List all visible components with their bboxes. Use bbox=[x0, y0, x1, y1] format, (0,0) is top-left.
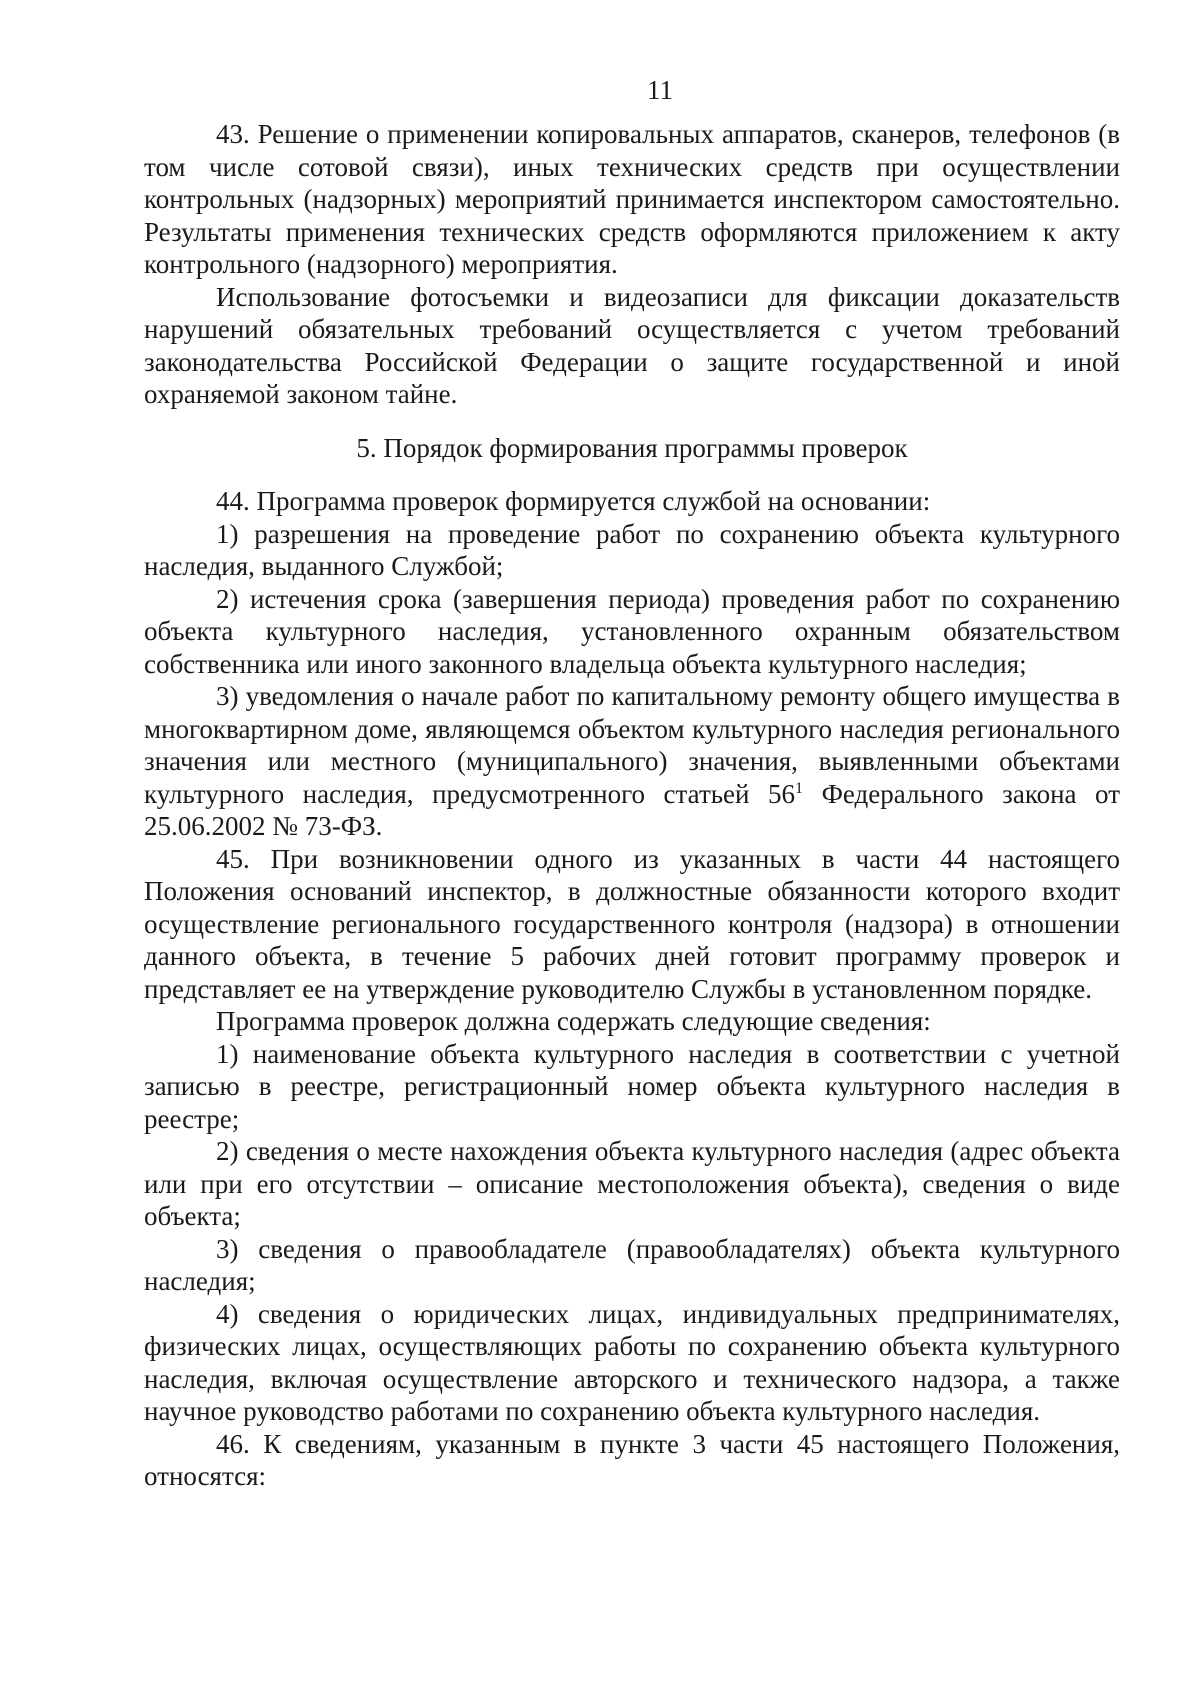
paragraph-44: 44. Программа проверок формируется службой на основании: bbox=[216, 486, 931, 516]
paragraph-45-item-3: 3) сведения о правообладателе (правообладателях) объекта культурного наследия; bbox=[144, 1233, 1120, 1296]
paragraph-44-item-2: 2) истечения срока (завершения периода) проведения работ по сохранению объекта культурного наследия, установленного охранным обязательством собственника или иного законного владельца объекта культурного наследия; bbox=[144, 583, 1120, 679]
paragraph-43-photo: Использование фотосъемки и видеозаписи для фиксации доказательств нарушений обязательных требований осуществляется с учетом требований законодательства Российской Федерации о защите государственной и иной охраняемой законом тайне. bbox=[144, 281, 1120, 409]
paragraph-43: 43. Решение о применении копировальных аппаратов, сканеров, телефонов (в том числе сотовой связи), иных технических средств при осуществлении контрольных (надзорных) мероприятий принимается инспектором самостоятельно. Результаты применения технических средств оформляются приложением к акту контрольного (надзорного) мероприятия. bbox=[144, 119, 1120, 279]
paragraph-45-item-1: 1) наименование объекта культурного наследия в соответствии с учетной записью в реестре, регистрационный номер объекта культурного наследия в реестре; bbox=[144, 1038, 1120, 1134]
document-page bbox=[144, 74, 1120, 1493]
item-3-law-reference: Федерального закона от 25.06.2002 № 73-ФЗ. bbox=[144, 778, 1120, 841]
paragraph-46: 46. К сведениям, указанным в пункте 3 части 45 настоящего Положения, относятся: bbox=[144, 1428, 1120, 1491]
article-superscript: 1 bbox=[795, 779, 804, 797]
paragraph-44-item-3 bbox=[144, 680, 1120, 843]
section-heading: 5. Порядок формирования программы проверок bbox=[356, 432, 908, 463]
paragraph-45-item-2: 2) сведения о месте нахождения объекта культурного наследия (адрес объекта или при его отсутствии – описание местоположения объекта), сведения о виде объекта; bbox=[144, 1136, 1120, 1231]
item-3-text: 3) уведомления о начале работ по капитальному ремонту общего имущества в многоквартирном доме, являющемся объектом культурного наследия регионального значения или местного (муниципального) значения, выявленными объектами культурного наследия, предусмотренного статьей 56 bbox=[144, 681, 1120, 809]
paragraph-45: 45. При возникновении одного из указанных в части 44 настоящего Положения оснований инспектор, в должностные обязанности которого входит осуществление регионального государственного контроля (надзора) в отношении данного объекта, в течение 5 рабочих дней готовит программу проверок и представляет ее на утверждение руководителю Службы в установленном порядке. bbox=[144, 843, 1120, 1004]
paragraph-45-item-4: 4) сведения о юридических лицах, индивидуальных предпринимателях, физических лицах, осуществляющих работы по сохранению объекта культурного наследия, включая осуществление авторского и технического надзора, а также научное руководство работами по сохранению объекта культурного наследия. bbox=[144, 1298, 1120, 1426]
paragraph-45-intro: Программа проверок должна содержать следующие сведения: bbox=[216, 1006, 931, 1036]
paragraph-44-item-1: 1) разрешения на проведение работ по сохранению объекта культурного наследия, выданного Службой; bbox=[144, 518, 1120, 581]
page-number: 11 bbox=[647, 75, 673, 105]
